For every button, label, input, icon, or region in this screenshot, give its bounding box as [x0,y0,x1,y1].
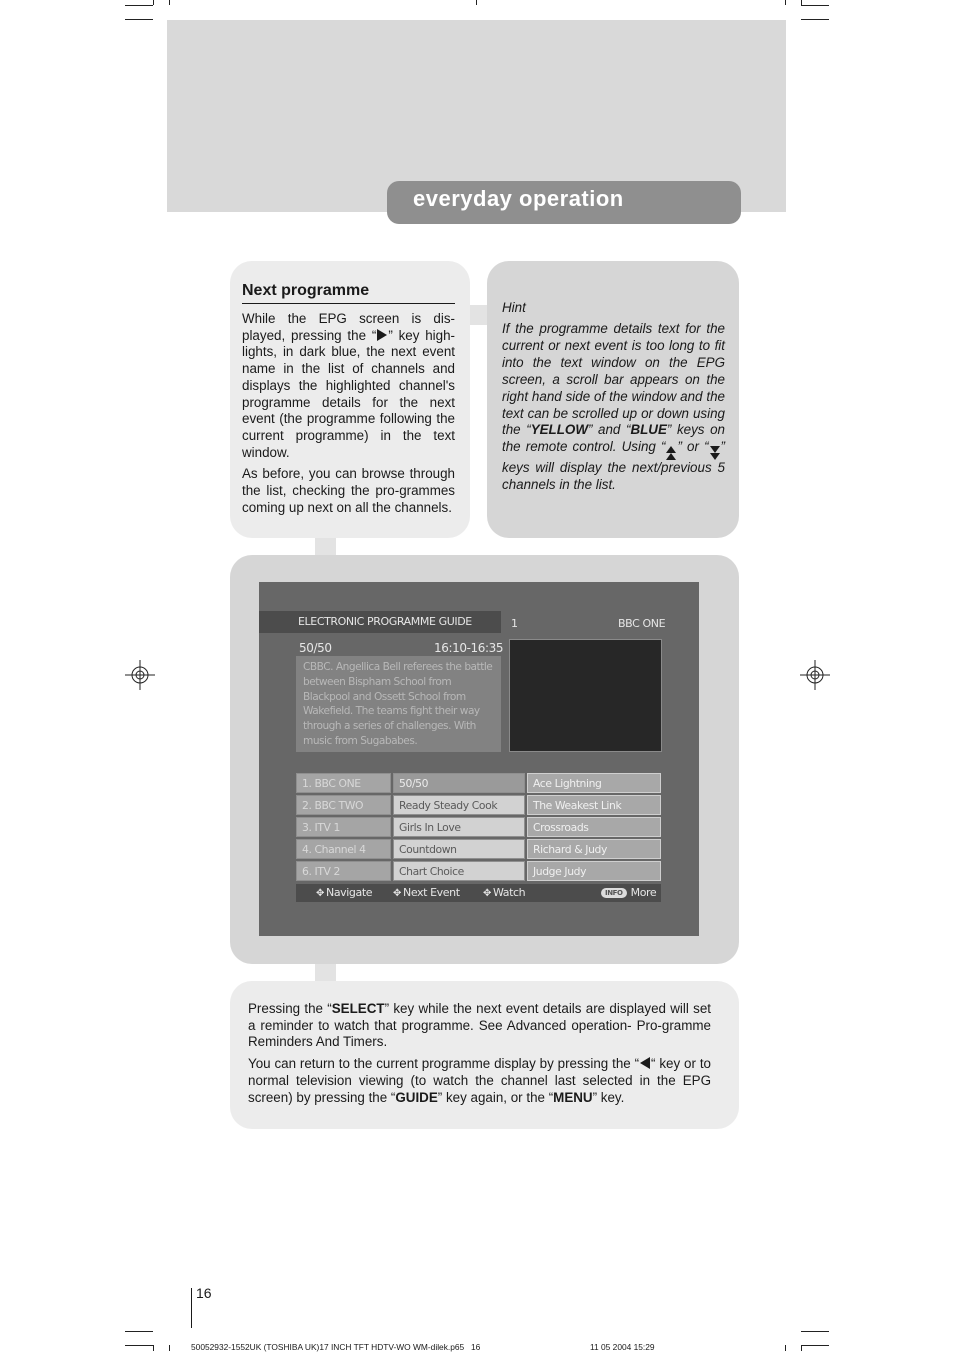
epg-watch-hint [483,886,525,899]
hint-label: Hint [502,300,526,315]
text-run: While the EPG screen is dis-played, pressing the “ [242,311,455,343]
registration-mark-icon [125,660,155,690]
instructions-paragraph [248,1056,711,1106]
text-run: You can return to the current programme display by pressing the “ [248,1056,640,1072]
text-run: “ key or to normal television viewing (to watch the channel last selected in the EPG screen) by pressing the “ [248,1056,711,1105]
text-run: ” keys on the remote control. Using “ [502,422,726,455]
epg-channel-cell[interactable]: 4. Channel 4 [296,839,391,859]
epg-next-cell[interactable]: Judge Judy [527,861,661,881]
epg-next-cell[interactable]: Crossroads [527,817,661,837]
info-badge: INFO [601,888,627,898]
epg-now-cell[interactable]: Girls In Love [393,817,525,837]
panel-connector [470,305,488,325]
right-arrow-icon [377,329,387,341]
epg-channel-cell[interactable]: 1. BBC ONE [296,773,391,793]
epg-now-cell[interactable]: Ready Steady Cook [393,795,525,815]
navigate-icon: ✥ [393,888,401,899]
left-arrow-icon [640,1057,650,1069]
text-run: ” and “ [587,422,631,438]
crop-mark [801,0,802,5]
text-run: ” key high-lights, in dark blue, the next event name in the list of channels and displays the highlighted channel's programme details for the next event (the programme following the current programme) in the text window. [242,327,456,460]
epg-synopsis: CBBC. Angellica Bell referees the battle between Bispham School from Blackpool and Ossett School from Wakefield. The teams fight their way through a series of challenges. With music from Sugababes. [303,661,493,747]
crop-mark [801,1331,829,1332]
page-down-icon [710,446,720,460]
hint-body [502,321,725,494]
epg-next-event-label: Next Event [402,886,460,899]
print-imprint: 50052932-1552UK (TOSHIBA UK)17 INCH TFT HDTV-WO WM-dilek.p65 [191,1342,465,1352]
panel-connector [315,538,336,556]
registration-mark-icon [800,660,830,690]
navigate-icon: ✥ [483,888,491,899]
crop-mark [125,1331,153,1332]
crop-mark [801,1345,802,1351]
text-run: If the programme details text for the current or next event is too long to fit into the text window on the EPG screen, a scroll bar appears on the right hand side of the window and the text can be scrolled up or down using the “ [502,321,725,438]
epg-channel-name: BBC ONE [618,617,666,630]
yellow-key-label: YELLOW [530,422,588,438]
instructions-body [248,1001,711,1111]
text-run: ” key again, or the “ [437,1089,554,1105]
crop-mark [785,0,786,5]
folio-rule [191,1288,192,1328]
epg-screenshot [259,582,699,936]
epg-next-cell[interactable]: Ace Lightning [527,773,661,793]
crop-mark [125,5,153,6]
crop-mark [153,1345,154,1351]
section-title: everyday operation [413,186,624,211]
epg-next-event-hint [393,886,460,899]
crop-mark [801,1345,829,1346]
text-run: Pressing the “ [248,1001,332,1016]
text-run: ” key while the next event details are displayed will set a reminder to watch that programme. See Advanced operation- Pro-gramme Reminders And Timers. [248,1001,711,1050]
epg-title: ELECTRONIC PROGRAMME GUIDE [298,615,472,628]
crop-mark [801,5,829,6]
epg-channel-cell[interactable]: 2. BBC TWO [296,795,391,815]
epg-channel-number: 1 [511,617,518,630]
text-run: ” key. [592,1089,625,1105]
epg-navigate-hint [316,886,372,899]
page-up-icon [666,446,676,460]
epg-channel-cell[interactable]: 6. ITV 2 [296,861,391,881]
crop-mark [125,19,153,20]
epg-watch-label: Watch [492,886,526,899]
epg-more-hint [601,886,656,899]
crop-mark [169,1345,170,1351]
epg-next-cell[interactable]: Richard & Judy [527,839,661,859]
crop-mark [169,0,170,5]
menu-key-label: MENU [553,1089,593,1105]
epg-navigate-label: Navigate [325,886,373,899]
epg-now-cell[interactable]: Chart Choice [393,861,525,881]
navigate-icon: ✥ [316,888,324,899]
epg-programme-time: 16:10-16:35 [434,641,504,655]
page-number: 16 [196,1285,212,1301]
next-programme-paragraph: As before, you can browse through the list, checking the pro-grammes coming up next on all the channels. [242,466,455,515]
crop-mark [153,0,154,5]
text-run: ” or “ [677,439,709,455]
next-programme-paragraph [242,311,455,461]
panel-connector [315,964,336,982]
epg-channel-cell[interactable]: 3. ITV 1 [296,817,391,837]
crop-mark [785,1345,786,1351]
crop-mark [476,0,477,5]
epg-now-cell[interactable]: Countdown [393,839,525,859]
blue-key-label: BLUE [630,422,667,438]
epg-more-label: More [630,886,657,899]
crop-mark [125,1345,153,1346]
next-programme-body [242,311,455,521]
epg-now-cell[interactable]: 50/50 [393,773,525,793]
crop-mark [801,19,829,20]
print-imprint-page: 16 [471,1342,481,1352]
epg-programme-name: 50/50 [299,641,332,655]
next-programme-heading: Next programme [242,282,455,304]
instructions-paragraph [248,1001,711,1051]
print-date: 11 05 2004 15:29 [590,1342,655,1352]
text-run: ” keys will display the next/previous 5 channels in the list. [502,439,725,493]
epg-next-cell[interactable]: The Weakest Link [527,795,661,815]
epg-video-window [509,639,662,752]
select-key-label: SELECT [331,1001,385,1016]
guide-key-label: GUIDE [395,1089,438,1105]
